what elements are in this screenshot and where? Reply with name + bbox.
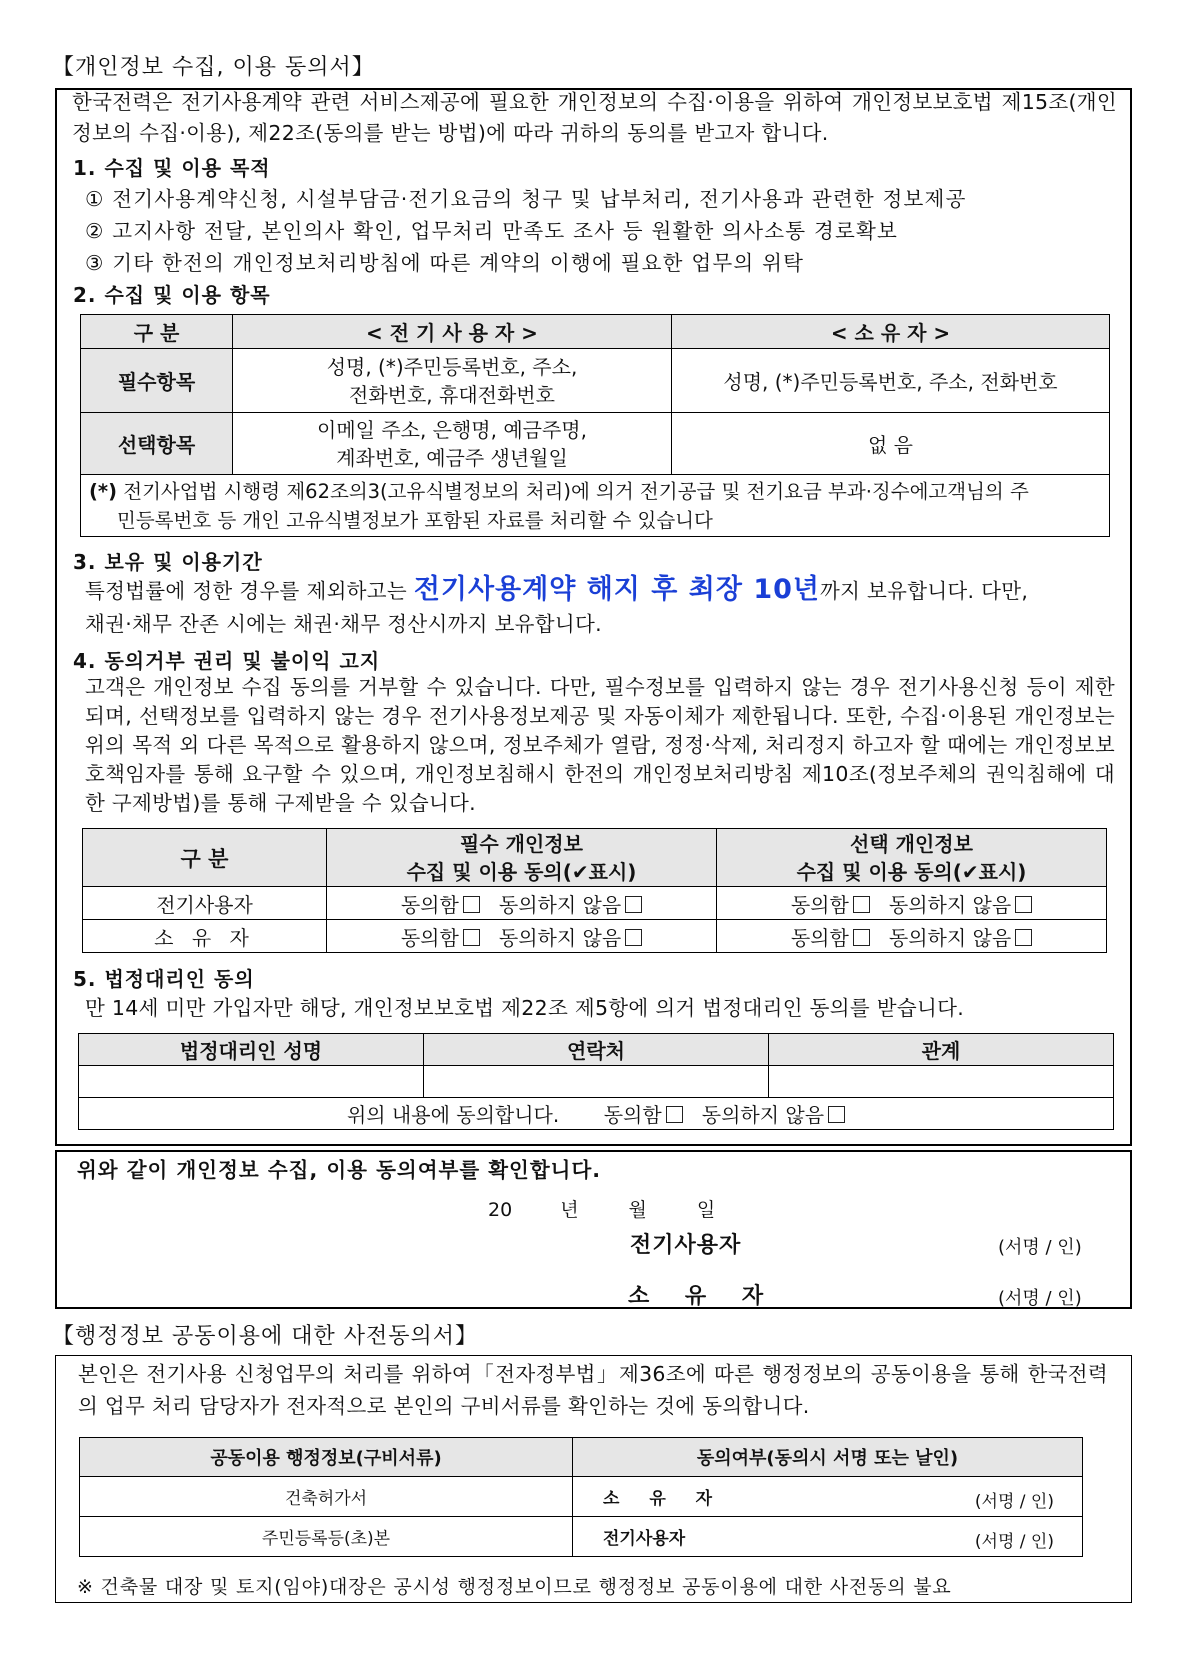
admin-sign-row1 xyxy=(573,1477,1083,1517)
required-items-label: 필수항목 xyxy=(81,349,233,413)
disagree-label: 동의하지 않음 xyxy=(888,892,1012,917)
guardian-relation-field[interactable] xyxy=(769,1066,1114,1098)
admin-doc-row2: 주민등록등(초)본 xyxy=(80,1517,573,1557)
guardian-contact-field[interactable] xyxy=(424,1066,769,1098)
table-header-owner: < 소 유 자 > xyxy=(672,315,1110,349)
admin-footnote: ※ 건축물 대장 및 토지(임야)대장은 공시성 행정정보이므로 행정정보 공동이용에 대한 사전동의 불요 xyxy=(77,1576,952,1598)
optional-info-sub: 수집 및 이용 동의(✔표시) xyxy=(796,859,1027,884)
guardian-consent-row xyxy=(79,1098,1114,1130)
required-items-user xyxy=(233,349,672,413)
section-4-heading: 4. 동의거부 권리 및 불이익 고지 xyxy=(73,649,381,673)
date-month-label: 월 xyxy=(628,1199,647,1221)
retention-highlight: 전기사용계약 해지 후 최장 10년 xyxy=(413,574,820,605)
consent-form-title: 【개인정보 수집, 이용 동의서】 xyxy=(52,55,375,80)
admin-consent-text: 본인은 전기사용 신청업무의 처리를 위하여「전자정부법」제36조에 따른 행정정보의 공동이용을 통해 한국전력의 업무 처리 담당자가 전자적으로 본인의 구비서류를 확인하는 것에 동의합니다. xyxy=(78,1362,1108,1418)
disagree-label: 동의하지 않음 xyxy=(498,892,622,917)
disagree-label: 동의하지 않음 xyxy=(701,1103,825,1127)
table-header-user: < 전 기 사 용 자 > xyxy=(233,315,672,349)
purpose-item-2: ② 고지사항 전달, 본인의사 확인, 업무처리 만족도 조사 등 원활한 의사소통 경로확보 xyxy=(85,219,898,243)
agree-checkbox[interactable] xyxy=(666,1106,683,1123)
purpose-item-3: ③ 기타 한전의 개인정보처리방침에 따른 계약의 이행에 필요한 업무의 위탁 xyxy=(85,251,805,275)
section-1-heading: 1. 수집 및 이용 목적 xyxy=(73,156,271,180)
confirmation-text: 위와 같이 개인정보 수집, 이용 동의여부를 확인합니다. xyxy=(77,1158,602,1182)
intro-text: 한국전력은 전기사용계약 관련 서비스제공에 필요한 개인정보의 수집·이용을 위하여 개인정보보호법 제15조(개인정보의 수집·이용), 제22조(동의를 받는 방법)에 따라 귀하의 동의를 받고자 합니다. xyxy=(72,90,1117,145)
disagree-checkbox[interactable] xyxy=(625,929,642,946)
signer-owner-label: 소 유 자 xyxy=(628,1284,778,1309)
signer-user-label: 전기사용자 xyxy=(630,1233,742,1258)
note-line1: 전기사업법 시행령 제62조의3(고유식별정보의 처리)에 의거 전기공급 및 전기요금 부과·징수에고객님의 주 xyxy=(123,479,1029,503)
optional-items-owner: 없 음 xyxy=(672,413,1110,475)
guardian-table xyxy=(78,1033,1114,1130)
required-items-user-line2: 전화번호, 휴대전화번호 xyxy=(349,382,555,407)
required-items-owner: 성명, (*)주민등록번호, 주소, 전화번호 xyxy=(672,349,1110,413)
table-header-category: 구 분 xyxy=(81,315,233,349)
note-line2: 민등록번호 등 개인 고유식별정보가 포함된 자료를 처리할 수 있습니다 xyxy=(117,508,713,532)
disagree-checkbox[interactable] xyxy=(828,1106,845,1123)
optional-items-user xyxy=(233,413,672,475)
optional-items-user-line1: 이메일 주소, 은행명, 예금주명, xyxy=(317,417,587,442)
id-number-note xyxy=(81,475,1110,537)
admin-row2-sign[interactable]: (서명 / 인) xyxy=(974,1532,1054,1552)
date-year-label: 년 xyxy=(560,1199,579,1221)
date-day-label: 일 xyxy=(696,1199,716,1221)
required-items-user-line1: 성명, (*)주민등록번호, 주소, xyxy=(326,354,578,379)
disagree-checkbox[interactable] xyxy=(1015,929,1032,946)
guardian-name-header: 법정대리인 성명 xyxy=(79,1034,424,1066)
signer-user-sign[interactable]: (서명 / 인) xyxy=(998,1237,1082,1258)
optional-info-label: 선택 개인정보 xyxy=(850,831,973,856)
retention-line2: 채권·채무 잔존 시에는 채권·채무 정산시까지 보유합니다. xyxy=(85,612,602,636)
admin-row1-who: 소 유 자 xyxy=(603,1489,725,1509)
refusal-rights-text: 고객은 개인정보 수집 동의를 거부할 수 있습니다. 다만, 필수정보를 입력하지 않는 경우 전기사용신청 등이 제한되며, 선택정보를 입력하지 않는 경우 전기사용정보제공 및 자동이체가 제한됩니다. 또한, 수집·이용된 개인정보는 위의 목적 외 다른 목적으로 활용하지 않으며, 정보주체가 열람, 정정·삭제, 처리정지 하고자 할 때에는 개인정보보호책임자를 통해 요구할 수 있으며, 개인정보침해시 한전의 개인정보처리방침 제10조(정보주체의 권익침해에 대한 구제방법)를 통해 구제받을 수 있습니다. xyxy=(85,675,1115,815)
retention-post: 까지 보유합니다. 다만, xyxy=(819,579,1029,603)
admin-sign-row2 xyxy=(573,1517,1083,1557)
admin-doc-header: 공동이용 행정정보(구비서류) xyxy=(80,1438,573,1477)
note-mark: (*) xyxy=(89,479,118,503)
guardian-relation-header: 관계 xyxy=(769,1034,1114,1066)
admin-doc-row1: 건축허가서 xyxy=(80,1477,573,1517)
admin-row1-sign[interactable]: (서명 / 인) xyxy=(974,1492,1054,1512)
date-year: 20 xyxy=(488,1199,513,1221)
disagree-label: 동의하지 않음 xyxy=(888,925,1012,950)
row-label-owner: 소 유 자 xyxy=(83,920,327,953)
agree-checkbox[interactable] xyxy=(853,896,870,913)
guardian-name-field[interactable] xyxy=(79,1066,424,1098)
consent-check-table xyxy=(82,828,1107,953)
collection-items-table xyxy=(80,314,1110,537)
admin-info-table xyxy=(79,1437,1083,1557)
user-required-consent xyxy=(327,887,717,920)
admin-row2-who: 전기사용자 xyxy=(603,1529,686,1549)
required-info-label: 필수 개인정보 xyxy=(460,831,583,856)
date-line xyxy=(488,1195,715,1222)
owner-optional-consent xyxy=(717,920,1107,953)
guardian-consent-text: 위의 내용에 동의합니다. xyxy=(346,1103,560,1127)
admin-consent-title: 【행정정보 공동이용에 대한 사전동의서】 xyxy=(52,1324,479,1349)
guardian-contact-header: 연락처 xyxy=(424,1034,769,1066)
admin-consent-header: 동의여부(동의시 서명 또는 날인) xyxy=(573,1438,1083,1477)
purpose-item-1: ① 전기사용계약신청, 시설부담금·전기요금의 청구 및 납부처리, 전기사용과 관련한 정보제공 xyxy=(85,187,967,211)
check-table-header-category: 구 분 xyxy=(83,829,327,887)
agree-label: 동의함 xyxy=(603,1103,662,1127)
agree-checkbox[interactable] xyxy=(463,929,480,946)
agree-label: 동의함 xyxy=(400,892,459,917)
disagree-checkbox[interactable] xyxy=(625,896,642,913)
required-info-sub: 수집 및 이용 동의(✔표시) xyxy=(406,859,637,884)
agree-label: 동의함 xyxy=(790,925,849,950)
optional-items-user-line2: 계좌번호, 예금주 생년월일 xyxy=(336,445,568,470)
agree-checkbox[interactable] xyxy=(463,896,480,913)
owner-required-consent xyxy=(327,920,717,953)
retention-pre: 특정법률에 정한 경우를 제외하고는 xyxy=(85,579,414,603)
user-optional-consent xyxy=(717,887,1107,920)
check-table-header-optional xyxy=(717,829,1107,887)
section-5-heading: 5. 법정대리인 동의 xyxy=(73,967,255,991)
agree-label: 동의함 xyxy=(400,925,459,950)
row-label-user: 전기사용자 xyxy=(83,887,327,920)
optional-items-label: 선택항목 xyxy=(81,413,233,475)
check-table-header-required xyxy=(327,829,717,887)
agree-checkbox[interactable] xyxy=(853,929,870,946)
guardian-notice: 만 14세 미만 가입자만 해당, 개인정보보호법 제22조 제5항에 의거 법정대리인 동의를 받습니다. xyxy=(85,996,965,1020)
section-3-heading: 3. 보유 및 이용기간 xyxy=(73,550,263,574)
section-2-heading: 2. 수집 및 이용 항목 xyxy=(73,283,271,307)
signer-owner-sign[interactable]: (서명 / 인) xyxy=(998,1288,1082,1309)
retention-line1 xyxy=(85,574,1115,607)
disagree-label: 동의하지 않음 xyxy=(498,925,622,950)
disagree-checkbox[interactable] xyxy=(1015,896,1032,913)
agree-label: 동의함 xyxy=(790,892,849,917)
